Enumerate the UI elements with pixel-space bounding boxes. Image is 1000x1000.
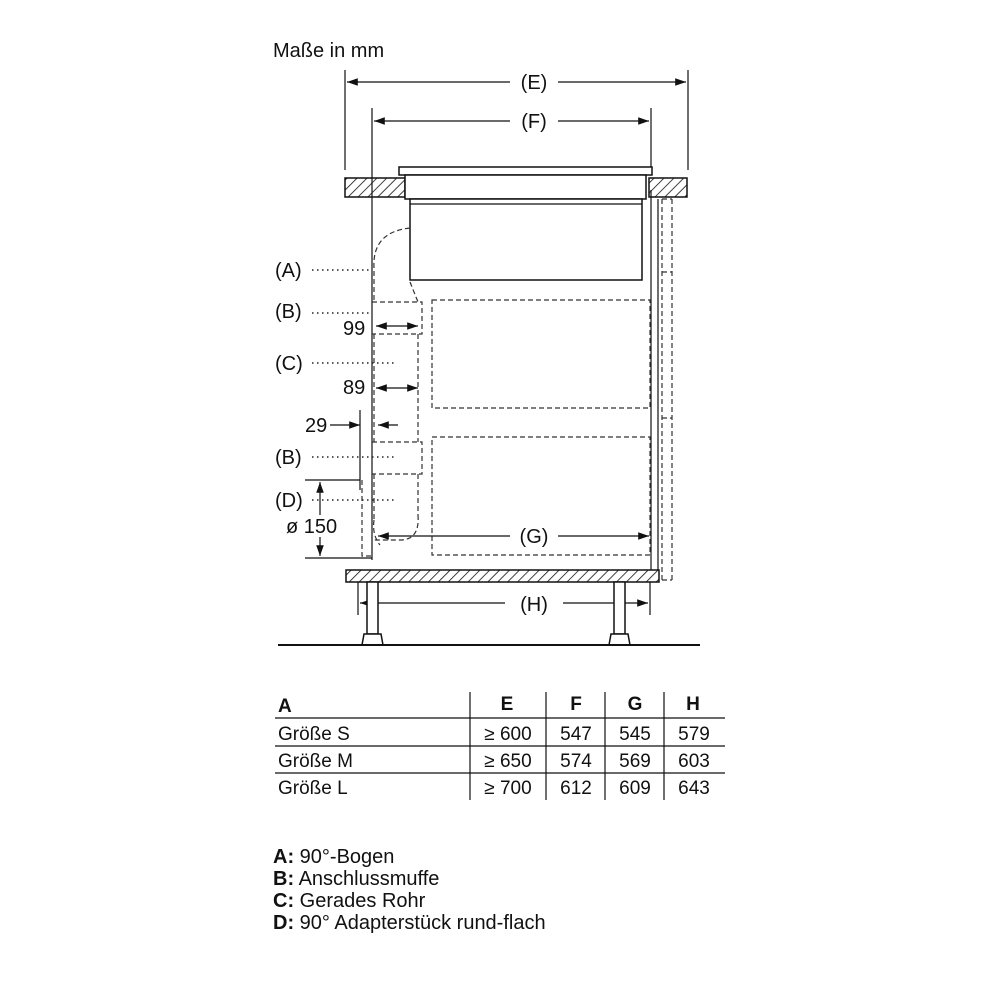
legend-item: A: 90°-Bogen bbox=[273, 846, 395, 868]
dimension-f-label: (F) bbox=[521, 111, 547, 133]
size-table bbox=[275, 692, 725, 800]
part-c-label: (C) bbox=[275, 353, 303, 375]
cabinet-base bbox=[346, 570, 659, 582]
units-title: Maße in mm bbox=[273, 40, 385, 62]
table-cell: 609 bbox=[619, 778, 651, 799]
measure-99: 99 bbox=[343, 318, 366, 340]
part-b-label: (B) bbox=[275, 301, 302, 323]
table-cell: 569 bbox=[619, 751, 651, 772]
dimension-e-label: (E) bbox=[520, 72, 548, 94]
measure-89: 89 bbox=[343, 377, 366, 399]
part-labels bbox=[275, 260, 395, 512]
part-a-label: (A) bbox=[275, 260, 302, 282]
table-cell: 603 bbox=[678, 751, 710, 772]
table-cell: 643 bbox=[678, 778, 710, 799]
dimension-e bbox=[345, 70, 688, 170]
legend-item: C: Gerades Rohr bbox=[273, 890, 426, 912]
table-cell: Größe M bbox=[278, 751, 353, 772]
table-cell: 545 bbox=[619, 724, 651, 745]
dimension-f bbox=[372, 108, 651, 170]
table-header-e: E bbox=[500, 694, 514, 715]
table-cell: ≥ 600 bbox=[484, 724, 532, 745]
cabinet-legs bbox=[278, 582, 700, 645]
legend bbox=[273, 846, 546, 934]
table-cell: 579 bbox=[678, 724, 710, 745]
part-d-label: (D) bbox=[275, 490, 303, 512]
measure-diameter-150: ø 150 bbox=[286, 516, 338, 538]
table-cell: ≥ 700 bbox=[484, 778, 532, 799]
dimension-h bbox=[358, 582, 650, 616]
table-cell: 574 bbox=[560, 751, 592, 772]
table-cell: Größe S bbox=[278, 724, 350, 745]
table-cell: 612 bbox=[560, 778, 592, 799]
dimension-h-label: (H) bbox=[520, 594, 548, 616]
table-cell: Größe L bbox=[278, 778, 348, 799]
table-cell: 547 bbox=[560, 724, 592, 745]
table-header-g: G bbox=[627, 694, 643, 715]
dimension-g-label: (G) bbox=[519, 526, 549, 548]
table-header-f: F bbox=[570, 694, 582, 715]
table-header-a: A bbox=[278, 696, 292, 717]
legend-item: D: 90° Adapterstück rund-flach bbox=[273, 912, 546, 934]
dimension-g bbox=[378, 526, 649, 548]
legend-item: B: Anschlussmuffe bbox=[273, 868, 440, 890]
table-header-h: H bbox=[686, 694, 700, 715]
table-cell: ≥ 650 bbox=[484, 751, 532, 772]
drawers bbox=[432, 300, 650, 555]
cooktop bbox=[399, 167, 652, 280]
measure-29: 29 bbox=[305, 415, 328, 437]
part-b2-label: (B) bbox=[275, 447, 302, 469]
